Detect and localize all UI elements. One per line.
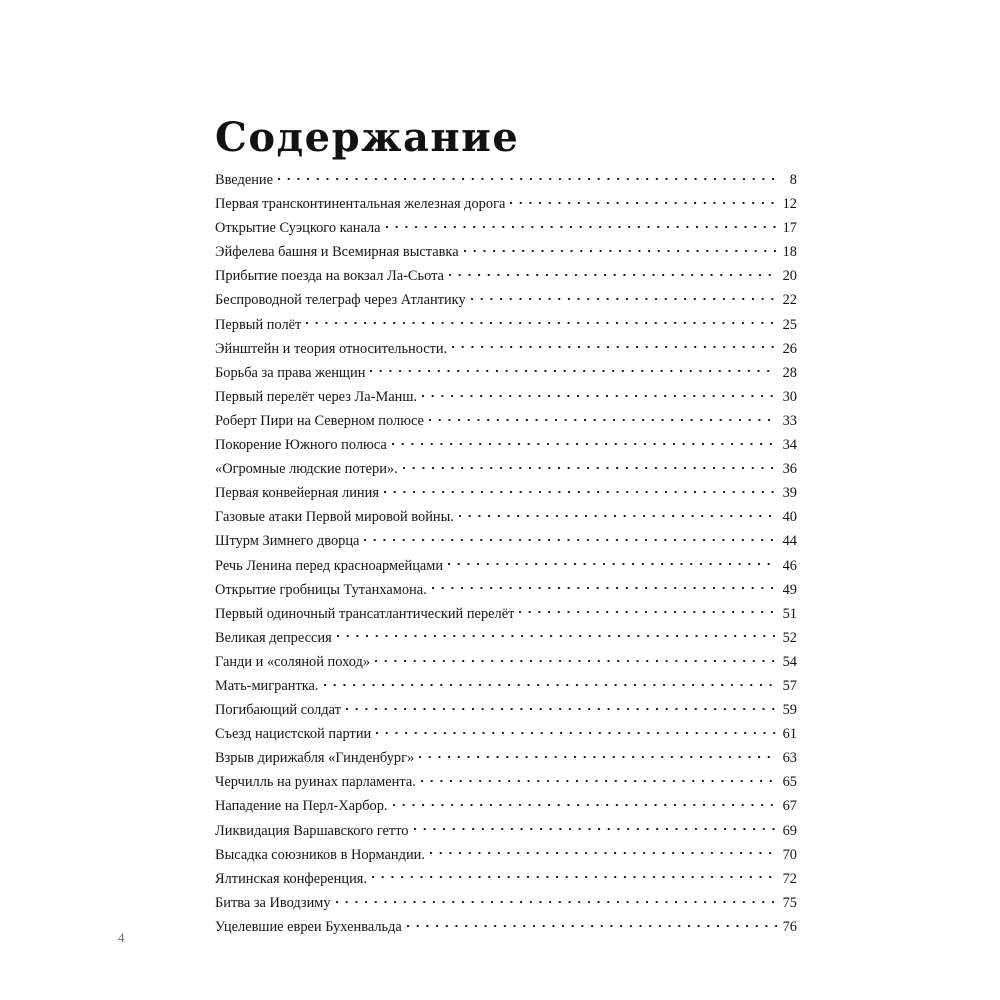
toc-entry[interactable] [215,843,797,867]
toc-entry-page-number: 30 [782,388,797,405]
toc-entry-page-number: 33 [782,412,797,429]
toc-entry-title: Мать-мигрантка. [215,677,319,694]
toc-entry-title: Съезд нацистской партии [215,726,372,743]
toc-dot-leader [337,627,777,641]
toc-entry-title: Ганди и «соляной поход» [215,653,371,670]
toc-dot-leader [429,411,777,425]
toc-entry-title: Газовые атаки Первой мировой войны. [215,509,454,526]
toc-entry-title: Борьба за права женщин [215,364,366,381]
toc-entry[interactable] [215,891,797,915]
toc-entry-page-number: 26 [782,340,797,357]
toc-entry[interactable] [215,867,797,891]
toc-entry-page-number: 46 [782,557,797,574]
toc-entry-title: Черчилль на руинах парламента. [215,774,416,791]
toc-entry-title: Погибающий солдат [215,702,341,719]
toc-dot-leader [422,386,777,400]
toc-entry[interactable] [215,481,797,505]
toc-dot-leader [459,507,777,521]
toc-entry[interactable] [215,674,797,698]
toc-entry-page-number: 63 [782,750,797,767]
toc-entry-title: Введение [215,172,274,188]
toc-entry-title: Взрыв дирижабля «Гинденбург» [215,750,415,767]
toc-dot-leader [421,772,777,786]
toc-dot-leader [278,170,777,184]
toc-entry[interactable] [215,313,797,337]
toc-dot-leader [432,579,777,593]
toc-entry[interactable] [215,288,797,312]
toc-entry-title: Покорение Южного полюса [215,437,387,454]
toc-entry-page-number: 59 [782,702,797,719]
toc-entry[interactable] [215,192,797,216]
toc-entry-page-number: 52 [782,629,797,646]
toc-entry-page-number: 39 [782,485,797,502]
toc-dot-leader [372,868,777,882]
page-folio-number: 4 [118,930,125,945]
table-of-contents-list [215,168,797,939]
toc-dot-leader [452,338,777,352]
toc-dot-leader [414,820,778,834]
toc-entry[interactable] [215,770,797,794]
toc-entry-page-number: 51 [782,605,797,622]
toc-entry[interactable] [215,746,797,770]
toc-entry[interactable] [215,650,797,674]
toc-entry[interactable] [215,337,797,361]
toc-dot-leader [419,748,777,762]
toc-entry[interactable] [215,626,797,650]
toc-entry-title: Ялтинская конференция. [215,870,368,887]
toc-entry-title: Первая конвейерная линия [215,485,379,502]
toc-entry-page-number: 18 [782,244,797,261]
toc-dot-leader [510,194,777,208]
toc-entry[interactable] [215,505,797,529]
toc-entry[interactable] [215,168,797,192]
toc-entry-page-number: 67 [782,798,797,815]
toc-entry[interactable] [215,240,797,264]
toc-entry[interactable] [215,529,797,553]
toc-entry-title: Уцелевшие евреи Бухенвальда [215,918,402,935]
toc-dot-leader [393,796,777,810]
toc-entry-page-number: 70 [782,846,797,863]
toc-entry-page-number: 40 [782,509,797,526]
page-title: Содержание [215,113,520,161]
toc-entry-page-number: 76 [782,918,797,935]
toc-entry[interactable] [215,216,797,240]
toc-entry[interactable] [215,264,797,288]
toc-entry-page-number: 25 [782,316,797,333]
toc-entry-title: Первый одиночный трансатлантический перелёт [215,605,515,622]
toc-entry[interactable] [215,578,797,602]
toc-entry-title: Первый полёт [215,316,302,333]
toc-entry-page-number: 8 [789,172,797,188]
toc-dot-leader [364,531,777,545]
toc-dot-leader [448,555,777,569]
toc-entry[interactable] [215,819,797,843]
toc-entry-title: Первый перелёт через Ла-Манш. [215,388,418,405]
toc-dot-leader [471,290,777,304]
toc-entry-title: Речь Ленина перед красноармейцами [215,557,444,574]
toc-entry-title: Прибытие поезда на вокзал Ла-Сьота [215,268,444,285]
toc-dot-leader [430,844,777,858]
toc-dot-leader [392,435,777,449]
toc-entry-title: Битва за Иводзиму [215,894,331,911]
toc-entry[interactable] [215,602,797,626]
toc-entry-page-number: 12 [782,196,797,213]
toc-dot-leader [384,483,777,497]
toc-dot-leader [336,892,777,906]
toc-dot-leader [519,603,777,617]
toc-entry-page-number: 22 [782,292,797,309]
toc-entry[interactable] [215,722,797,746]
toc-entry-title: «Огромные людские потери». [215,461,398,478]
toc-entry-title: Роберт Пири на Северном полюсе [215,412,424,429]
toc-entry-title: Высадка союзников в Нормандии. [215,846,425,863]
toc-entry-page-number: 54 [782,653,797,670]
toc-dot-leader [346,700,777,714]
toc-entry-title: Открытие гробницы Тутанхамона. [215,581,427,598]
toc-dot-leader [306,314,777,328]
toc-entry-title: Великая депрессия [215,629,332,646]
toc-dot-leader [403,459,777,473]
toc-entry-title: Нападение на Перл-Харбор. [215,798,388,815]
toc-entry-page-number: 69 [782,822,797,839]
toc-entry-page-number: 44 [782,533,797,550]
toc-dot-leader [449,266,777,280]
toc-entry-title: Беспроводной телеграф через Атлантику [215,292,466,309]
toc-entry-page-number: 49 [782,581,797,598]
toc-entry-page-number: 75 [782,894,797,911]
toc-entry[interactable] [215,794,797,818]
toc-dot-leader [407,917,777,931]
toc-entry-page-number: 61 [782,726,797,743]
toc-entry-page-number: 36 [782,461,797,478]
toc-entry-title: Первая трансконтинентальная железная дорога [215,196,506,213]
toc-entry-page-number: 72 [782,870,797,887]
toc-entry[interactable] [215,361,797,385]
toc-dot-leader [464,242,777,256]
toc-entry[interactable] [215,409,797,433]
toc-entry-title: Эйфелева башня и Всемирная выставка [215,244,459,261]
toc-entry-page-number: 65 [782,774,797,791]
toc-entry-page-number: 17 [782,220,797,237]
toc-entry-page-number: 34 [782,437,797,454]
toc-entry-title: Штурм Зимнего дворца [215,533,360,550]
toc-dot-leader [375,651,777,665]
toc-entry-title: Эйнштейн и теория относительности. [215,340,448,357]
toc-entry[interactable] [215,915,797,939]
toc-entry-title: Ликвидация Варшавского гетто [215,822,409,839]
toc-dot-leader [324,676,778,690]
toc-dot-leader [376,724,777,738]
toc-entry[interactable] [215,385,797,409]
toc-entry[interactable] [215,554,797,578]
toc-entry[interactable] [215,457,797,481]
toc-entry-page-number: 28 [782,364,797,381]
toc-dot-leader [386,218,777,232]
toc-entry-page-number: 20 [782,268,797,285]
toc-dot-leader [370,362,777,376]
toc-entry[interactable] [215,698,797,722]
toc-entry[interactable] [215,433,797,457]
toc-entry-title: Открытие Суэцкого канала [215,220,381,237]
toc-entry-page-number: 57 [782,677,797,694]
